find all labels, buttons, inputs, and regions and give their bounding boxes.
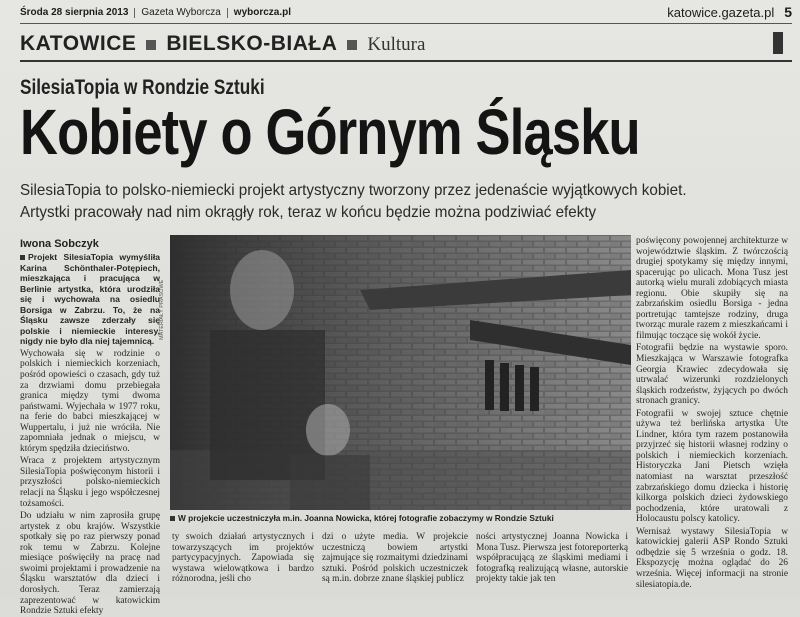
article-column-1 [20, 252, 160, 617]
article-paragraph: Do udziału w nim zaprosiła grupę artystek z obu krajów. Wszystkie spotkały się po raz pierwszy ponad rok temu w Zabrzu. Kolejne miesiące poświęciły na pracę nad swoimi projektami i prowadzenie na Śląsku warsztatów dla dzieci i dorosłych. Teraz zamierzają zaprezentować w katowickim Rondzie Sztuki efekty [20, 511, 160, 617]
local-site: katowice.gazeta.pl [667, 4, 775, 20]
section-rule [20, 60, 792, 62]
article-paragraph: Fotografii w swojej sztuce chętnie używa też berlińska artystka Ute Lindner, która tym razem postanowiła przyjrzeć się historii własnej rodziny o polskich i niemieckich korzeniach. Historyczka Jani Pietsch wzięła natomiast na warsztat przeszłość zabrzańskiego domu dziecka i historię kilkorga polskich dzieci żydowskiego pochodzenia, które uratowali z Holocaustu polscy katolicy. [636, 408, 788, 525]
section-marker-bar [773, 32, 783, 54]
divider [134, 8, 135, 18]
article-paragraph: Wraca z projektem artystycznym SilesiaTopia poświęconym historii i przyszłości polsko-niemieckich relacji na Śląsku i jego współczesnej tożsamości. [20, 456, 160, 509]
article-column-2: ty swoich działań artystycznych i towarzyszących im projektów partycypacyjnych. Zapowiada się wystawa wielowątkowa i bardzo różnorodna, jeśli cho [172, 532, 314, 585]
section-city-katowice: KATOWICE [20, 32, 137, 55]
article-paragraph: Fotografii będzie na wystawie sporo. Mieszkająca w Warszawie fotografka Georgia Krawiec zdecydowała się utrwalać wizerunki rozdzielonych śląskich rodzeństw, żyjących po dwóch stronach granicy. [636, 343, 788, 407]
square-bullet-icon [347, 40, 357, 50]
article-column-right [636, 236, 788, 591]
masthead [20, 4, 792, 22]
divider [227, 8, 228, 18]
article-lead [20, 180, 800, 224]
article-intro: Projekt SilesiaTopia wymyśliła Karina Schönthaler-Potępiech, mieszkająca i pracująca w Berlinie artystka, która urodziła się i wychowała na osiedlu Borsiga w Zabrzu. To, że na Śląsku zawsze zderzały się polskie i niemieckie interesy, nigdy nie było dla niej tajemnicą. [20, 252, 160, 347]
photo-brick-wall-collage [170, 235, 631, 510]
issue-date: Środa 28 sierpnia 2013 [20, 7, 129, 18]
article-photo [170, 235, 631, 510]
page-number: 5 [784, 4, 792, 20]
paper-name: Gazeta Wyborcza [141, 7, 221, 18]
article-paragraph: Wychowała się w rodzinie o polskich i niemieckich korzeniach, pośród opowieści o czasach, gdy tuż za drzwiami domu przebiegała granica między tymi dwoma państwami. Wyjechała w 1977 roku, na ferie do babci mieszkającej w Wuppertalu, i już nie wróciła. Nie zapomniała jednak o miejscu, w którym spędziła dzieciństwo. [20, 348, 160, 454]
lead-line: Artystki pracowały nad nim okrągły rok, teraz w końcu będzie można podziwiać efekty [20, 204, 597, 221]
lead-line: SilesiaTopia to polsko-niemiecki projekt artystyczny tworzony przez jedenaście wyjątkowych kobiet. [20, 182, 687, 199]
article-author: Iwona Sobczyk [20, 238, 99, 250]
photo-caption: W projekcie uczestniczyła m.in. Joanna Nowicka, której fotografie zobaczymy w Rondzie Sztuki [170, 513, 640, 523]
article-kicker: SilesiaTopia w Rondzie Sztuki [20, 76, 265, 99]
section-header [20, 32, 425, 58]
article-column-4: ności artystycznej Joanna Nowicka i Mona Tusz. Pierwsza jest fotoreporterką współpracującą ze śląskimi mediami i fotografką realizującą własne, autorskie projekty takie jak ten [476, 532, 628, 585]
article-headline: Kobiety o Górnym Śląsku [20, 96, 640, 168]
section-city-bielsko: BIELSKO-BIAŁA [166, 32, 338, 55]
article-paragraph: Wernisaż wystawy SilesiaTopia w katowickiej galerii ASP Rondo Sztuki odbędzie się 5 września o godz. 18. Ekspozycję można oglądać do 26 września. Więcej informacji na stronie silesiatopia.de. [636, 526, 788, 590]
paper-site: wyborcza.pl [233, 7, 292, 18]
section-category: Kultura [367, 34, 426, 55]
article-column-3: dzi o użyte media. W projekcie uczestniczą bowiem artystki zajmujące się rozmaitymi dziedzinami sztuki. Pośród polskich uczestniczek są m.in. dobrze znane śląskiej publicz [322, 532, 468, 585]
square-bullet-icon [146, 40, 156, 50]
article-paragraph: poświęcony powojennej architekturze w województwie śląskim. Z twórczością drugiej spotykamy się między innymi, spacerując po ulicach. Mona Tusz jest autorką wielu murali zdobiących miasta regionu. Obie skupiły się na zabrzańskim osiedlu Borsiga - jedna portretując tamtejsze rodziny, druga tworząc murale razem z mieszkańcami i filmując toczące się wokół życie. [636, 236, 788, 341]
top-rule [20, 23, 792, 24]
photo-credit: MATERIAŁY PRASOWE [159, 279, 165, 340]
